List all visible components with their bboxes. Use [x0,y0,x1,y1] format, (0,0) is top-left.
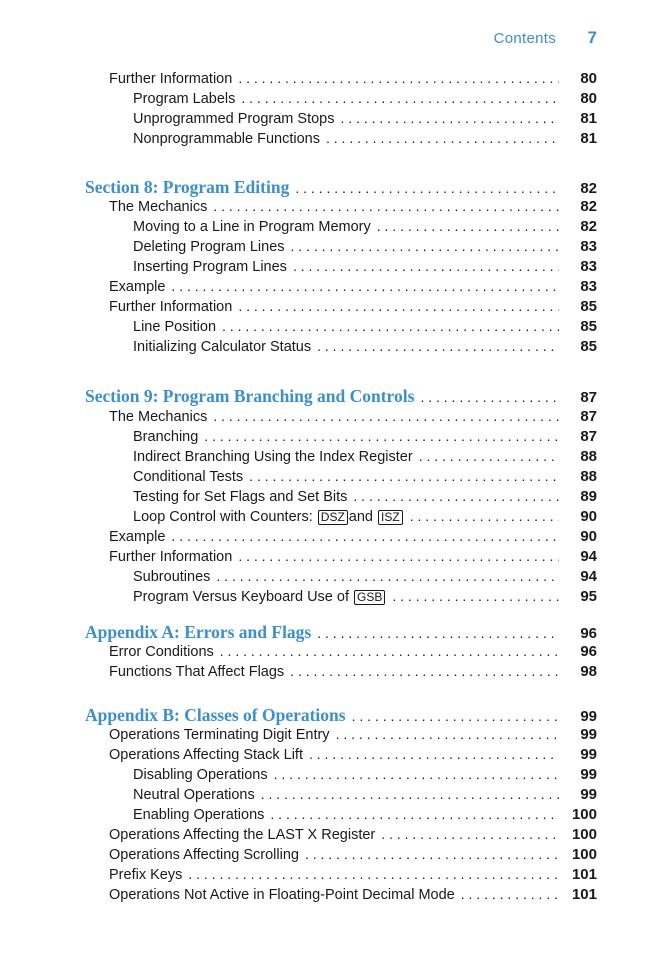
header-page-number: 7 [587,28,597,47]
toc-entry[interactable]: Inserting Program Lines . . . 83 [133,258,597,278]
toc-entry[interactable]: Subroutines . . . 94 [133,568,597,588]
dsz-key-icon: DSZ [318,510,348,525]
toc-entry[interactable]: Program Versus Keyboard Use of GSB . . . 95 [133,588,597,608]
toc-section-8[interactable]: Section 8: Program Editing . . . 82 [85,177,597,197]
toc-entry[interactable]: Operations Not Active in Floating-Point Decimal Mode . . . 101 [109,886,597,906]
toc-entry[interactable]: Program Labels . . . 80 [133,90,597,110]
toc-entry[interactable]: Testing for Set Flags and Set Bits . . . 89 [133,488,597,508]
toc-entry[interactable]: Moving to a Line in Program Memory . . . 82 [133,218,597,238]
toc-entry[interactable]: Enabling Operations . . . 100 [133,806,597,826]
toc-entry[interactable]: Unprogrammed Program Stops . . . 81 [133,110,597,130]
page-header [0,28,666,50]
isz-key-icon: ISZ [378,510,403,525]
toc-entry[interactable]: Example . . . 83 [109,278,597,298]
toc-entry[interactable]: Branching . . . 87 [133,428,597,448]
toc-entry[interactable]: Indirect Branching Using the Index Register . . . 88 [133,448,597,468]
toc-entry[interactable]: Disabling Operations . . . 99 [133,766,597,786]
toc-entry[interactable]: Further Information . . . 80 [109,70,597,90]
toc-entry[interactable]: The Mechanics . . . 82 [109,198,597,218]
toc-entry[interactable]: Operations Affecting Scrolling . . . 100 [109,846,597,866]
toc-entry[interactable]: Prefix Keys . . . 101 [109,866,597,886]
toc-entry[interactable]: Initializing Calculator Status . . . 85 [133,338,597,358]
toc-entry[interactable]: Functions That Affect Flags . . . 98 [109,663,597,683]
toc-entry[interactable]: Line Position . . . 85 [133,318,597,338]
toc-section-9[interactable]: Section 9: Program Branching and Controls . . . 87 [85,386,597,406]
toc-entry[interactable]: Loop Control with Counters: DSZ and ISZ . . . 90 [133,508,597,528]
toc-entry[interactable]: Operations Affecting Stack Lift . . . 99 [109,746,597,766]
toc-entry[interactable]: Operations Affecting the LAST X Register . . . 100 [109,826,597,846]
toc-entry[interactable]: Further Information . . . 94 [109,548,597,568]
toc-entry[interactable]: Further Information . . . 85 [109,298,597,318]
header-title: Contents [493,30,556,47]
toc-entry[interactable]: Operations Terminating Digit Entry . . . 99 [109,726,597,746]
toc-entry[interactable]: Neutral Operations . . . 99 [133,786,597,806]
toc-entry[interactable]: Conditional Tests . . . 88 [133,468,597,488]
toc-entry[interactable]: Error Conditions . . . 96 [109,643,597,663]
toc-appendix-b[interactable]: Appendix B: Classes of Operations . . . 99 [85,705,597,725]
toc-entry[interactable]: The Mechanics . . . 87 [109,408,597,428]
gsb-key-icon: GSB [354,590,385,605]
toc-entry[interactable]: Deleting Program Lines . . . 83 [133,238,597,258]
toc-entry[interactable]: Example . . . 90 [109,528,597,548]
toc-appendix-a[interactable]: Appendix A: Errors and Flags . . . 96 [85,622,597,642]
toc-entry[interactable]: Nonprogrammable Functions . . . 81 [133,130,597,150]
